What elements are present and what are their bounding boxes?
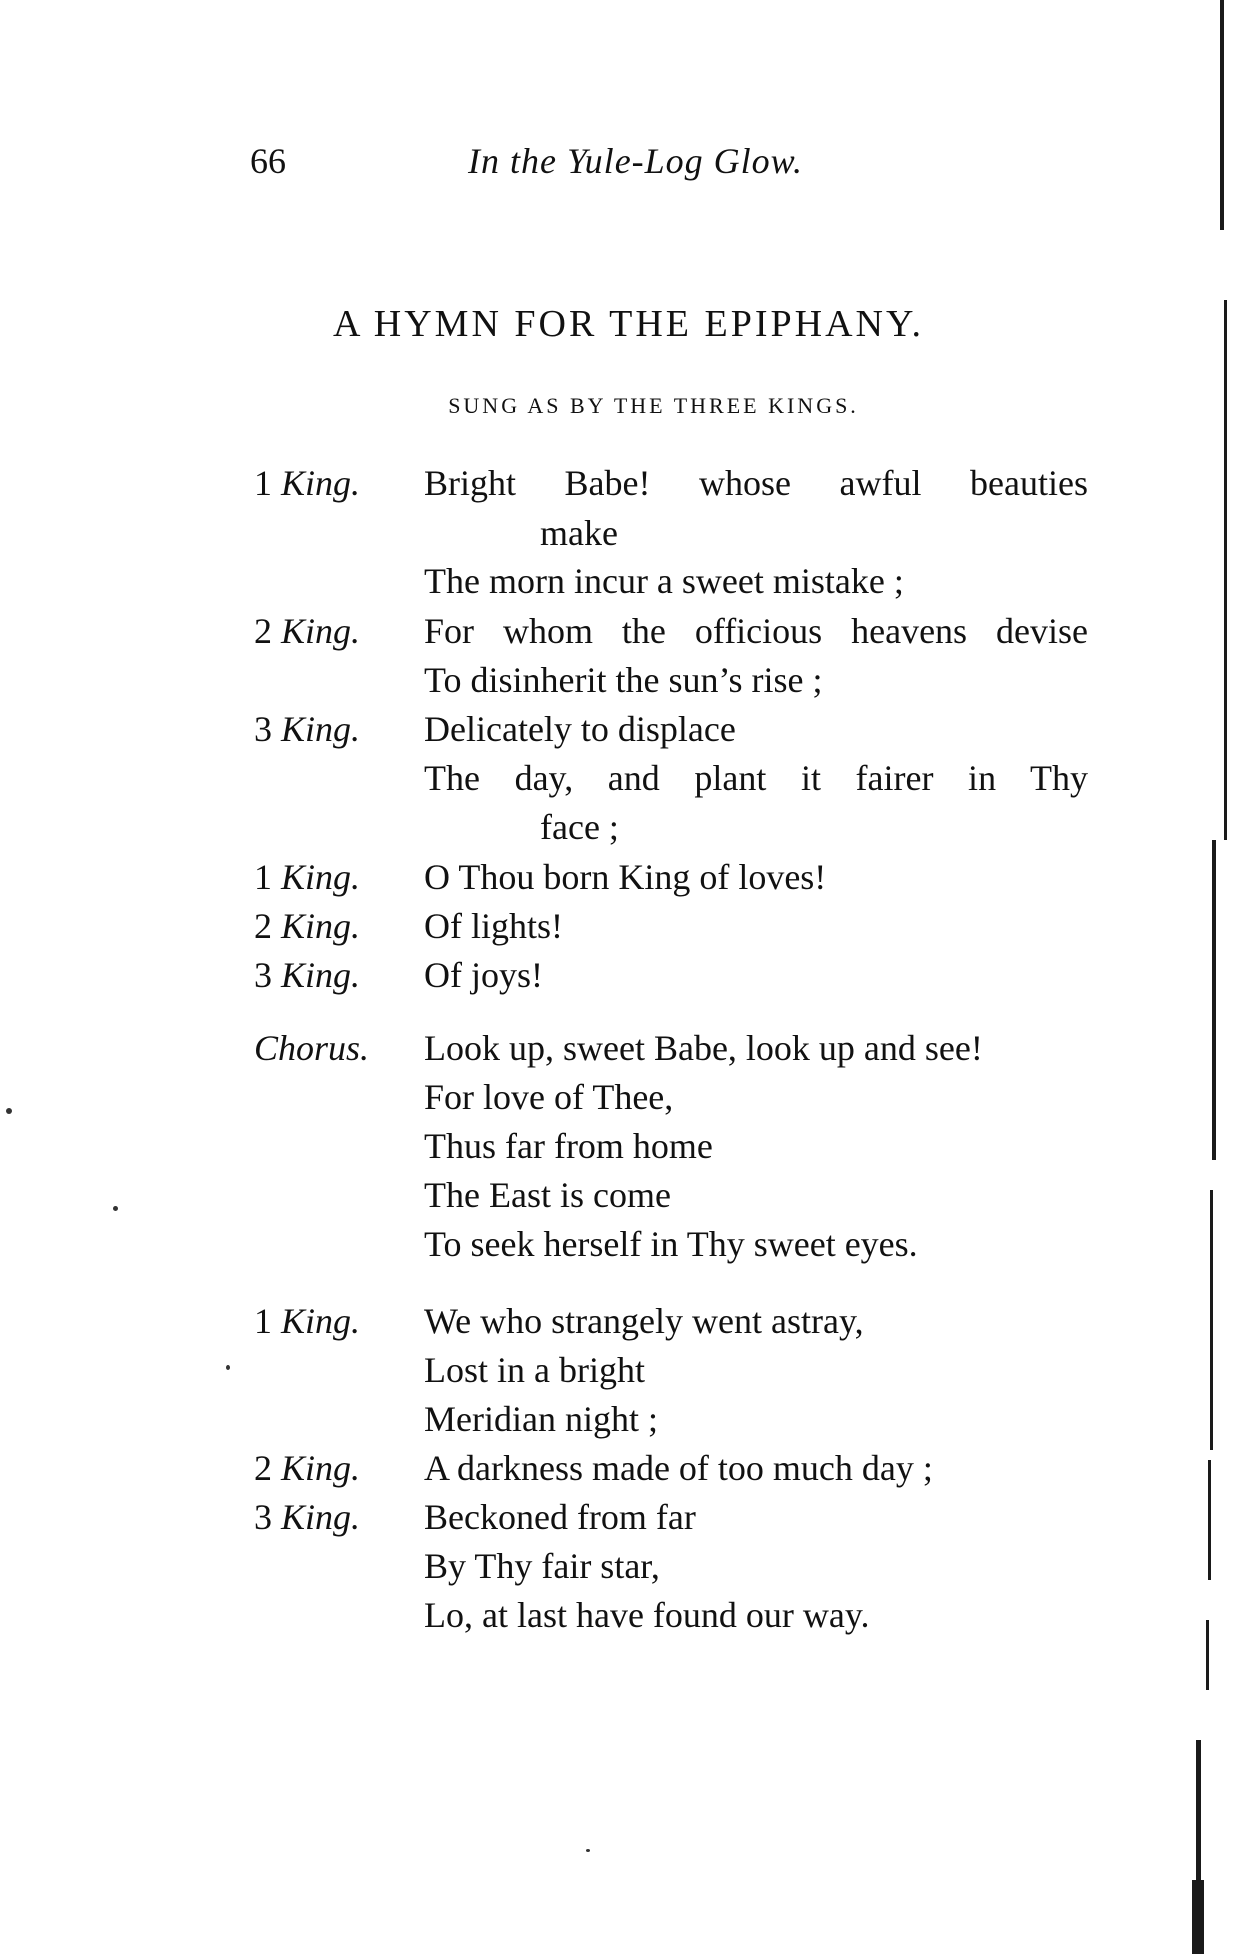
poem-line [0, 1076, 1237, 1124]
verse-text: Of lights! [424, 906, 563, 946]
speaker-label [254, 905, 394, 947]
verse-text: The East is come [424, 1175, 671, 1215]
speaker-number: 3 [254, 709, 272, 749]
speaker-role: Chorus. [254, 1028, 370, 1068]
speaker-label [254, 1027, 394, 1069]
verse-text: Look up, sweet Babe, look up and see! [424, 1028, 983, 1068]
speaker-role: King. [281, 906, 361, 946]
poem-line [0, 1027, 1237, 1075]
poem-line [0, 1398, 1237, 1446]
poem-line [0, 856, 1237, 904]
speaker-label [254, 856, 394, 898]
speaker-role: King. [281, 857, 361, 897]
verse-text: Meridian night ; [424, 1399, 658, 1439]
poem-line [0, 1300, 1237, 1348]
verse-text: Delicately to displace [424, 709, 736, 749]
poem-line [0, 610, 1237, 658]
binding-edge-shadow [1206, 1620, 1209, 1690]
verse-text: Lo, at last have found our way. [424, 1595, 870, 1635]
poem-line [0, 1174, 1237, 1222]
speaker-number: 1 [254, 463, 272, 503]
speaker-number: 2 [254, 906, 272, 946]
verse-text: The day, and plant it fairer in Thy [424, 758, 1088, 798]
speaker-role: King. [281, 1301, 361, 1341]
speaker-role: King. [281, 955, 361, 995]
speaker-number: 2 [254, 611, 272, 651]
poem-line [0, 659, 1237, 707]
verse-text: To seek herself in Thy sweet eyes. [424, 1224, 918, 1264]
verse-text: Bright Babe! whose awful beauties [424, 463, 1088, 503]
poem-line [0, 806, 1237, 854]
speaker-label [254, 1496, 394, 1538]
speaker-number: 1 [254, 1301, 272, 1341]
verse-text: Lost in a bright [424, 1350, 645, 1390]
poem-line [0, 560, 1237, 608]
speaker-number: 1 [254, 857, 272, 897]
verse-text: face ; [540, 807, 619, 847]
poem-line [0, 757, 1237, 805]
speaker-role: King. [281, 709, 361, 749]
poem-line [0, 1125, 1237, 1173]
poem-line [0, 1447, 1237, 1495]
verse-text: O Thou born King of loves! [424, 857, 827, 897]
verse-text: Of joys! [424, 955, 543, 995]
poem-line [0, 1223, 1237, 1271]
speaker-label [254, 1447, 394, 1489]
poem-line [0, 905, 1237, 953]
binding-edge-shadow [1224, 300, 1227, 840]
verse-text: For whom the officious heavens devise [424, 611, 1088, 651]
speaker-role: King. [281, 611, 361, 651]
speaker-role: King. [281, 1497, 361, 1537]
binding-edge-shadow [1212, 840, 1216, 1160]
speaker-label [254, 610, 394, 652]
verse-text: make [540, 513, 618, 553]
verse-text: We who strangely went astray, [424, 1301, 864, 1341]
poem-line [0, 1496, 1237, 1544]
speaker-label [254, 1300, 394, 1342]
speaker-label [254, 708, 394, 750]
scan-speck [113, 1206, 118, 1211]
poem-line [0, 1349, 1237, 1397]
speaker-number: 2 [254, 1448, 272, 1488]
binding-edge-shadow [1220, 0, 1224, 230]
speaker-label [254, 954, 394, 996]
verse-text: A darkness made of too much day ; [424, 1448, 933, 1488]
verse-text: The morn incur a sweet mistake ; [424, 561, 904, 601]
poem-line [0, 512, 1237, 560]
running-head [250, 140, 890, 190]
speaker-number: 3 [254, 1497, 272, 1537]
scan-speck [226, 1365, 230, 1370]
running-title: In the Yule-Log Glow. [468, 141, 804, 181]
poem-line [0, 708, 1237, 756]
speaker-label [254, 462, 394, 504]
verse-text: Beckoned from far [424, 1497, 696, 1537]
binding-edge-shadow [1208, 1460, 1211, 1580]
poem-line [0, 1594, 1237, 1642]
verse-text: For love of Thee, [424, 1077, 674, 1117]
verse-text: Thus far from home [424, 1126, 713, 1166]
verse-text: To disinherit the sun’s rise ; [424, 660, 823, 700]
poem-line [0, 462, 1237, 510]
poem-title: A HYMN FOR THE EPIPHANY. [332, 303, 925, 345]
poem-line [0, 1545, 1237, 1593]
poem-line [0, 954, 1237, 1002]
binding-edge-shadow [1210, 1190, 1213, 1450]
binding-edge-shadow [1192, 1880, 1204, 1954]
speaker-role: King. [281, 1448, 361, 1488]
page-number: 66 [250, 141, 286, 181]
scan-speck [586, 1849, 590, 1852]
verse-text: By Thy fair star, [424, 1546, 660, 1586]
scan-speck [6, 1108, 12, 1114]
speaker-role: King. [281, 463, 361, 503]
poem-subtitle: SUNG AS BY THE THREE KINGS. [448, 393, 859, 418]
speaker-number: 3 [254, 955, 272, 995]
